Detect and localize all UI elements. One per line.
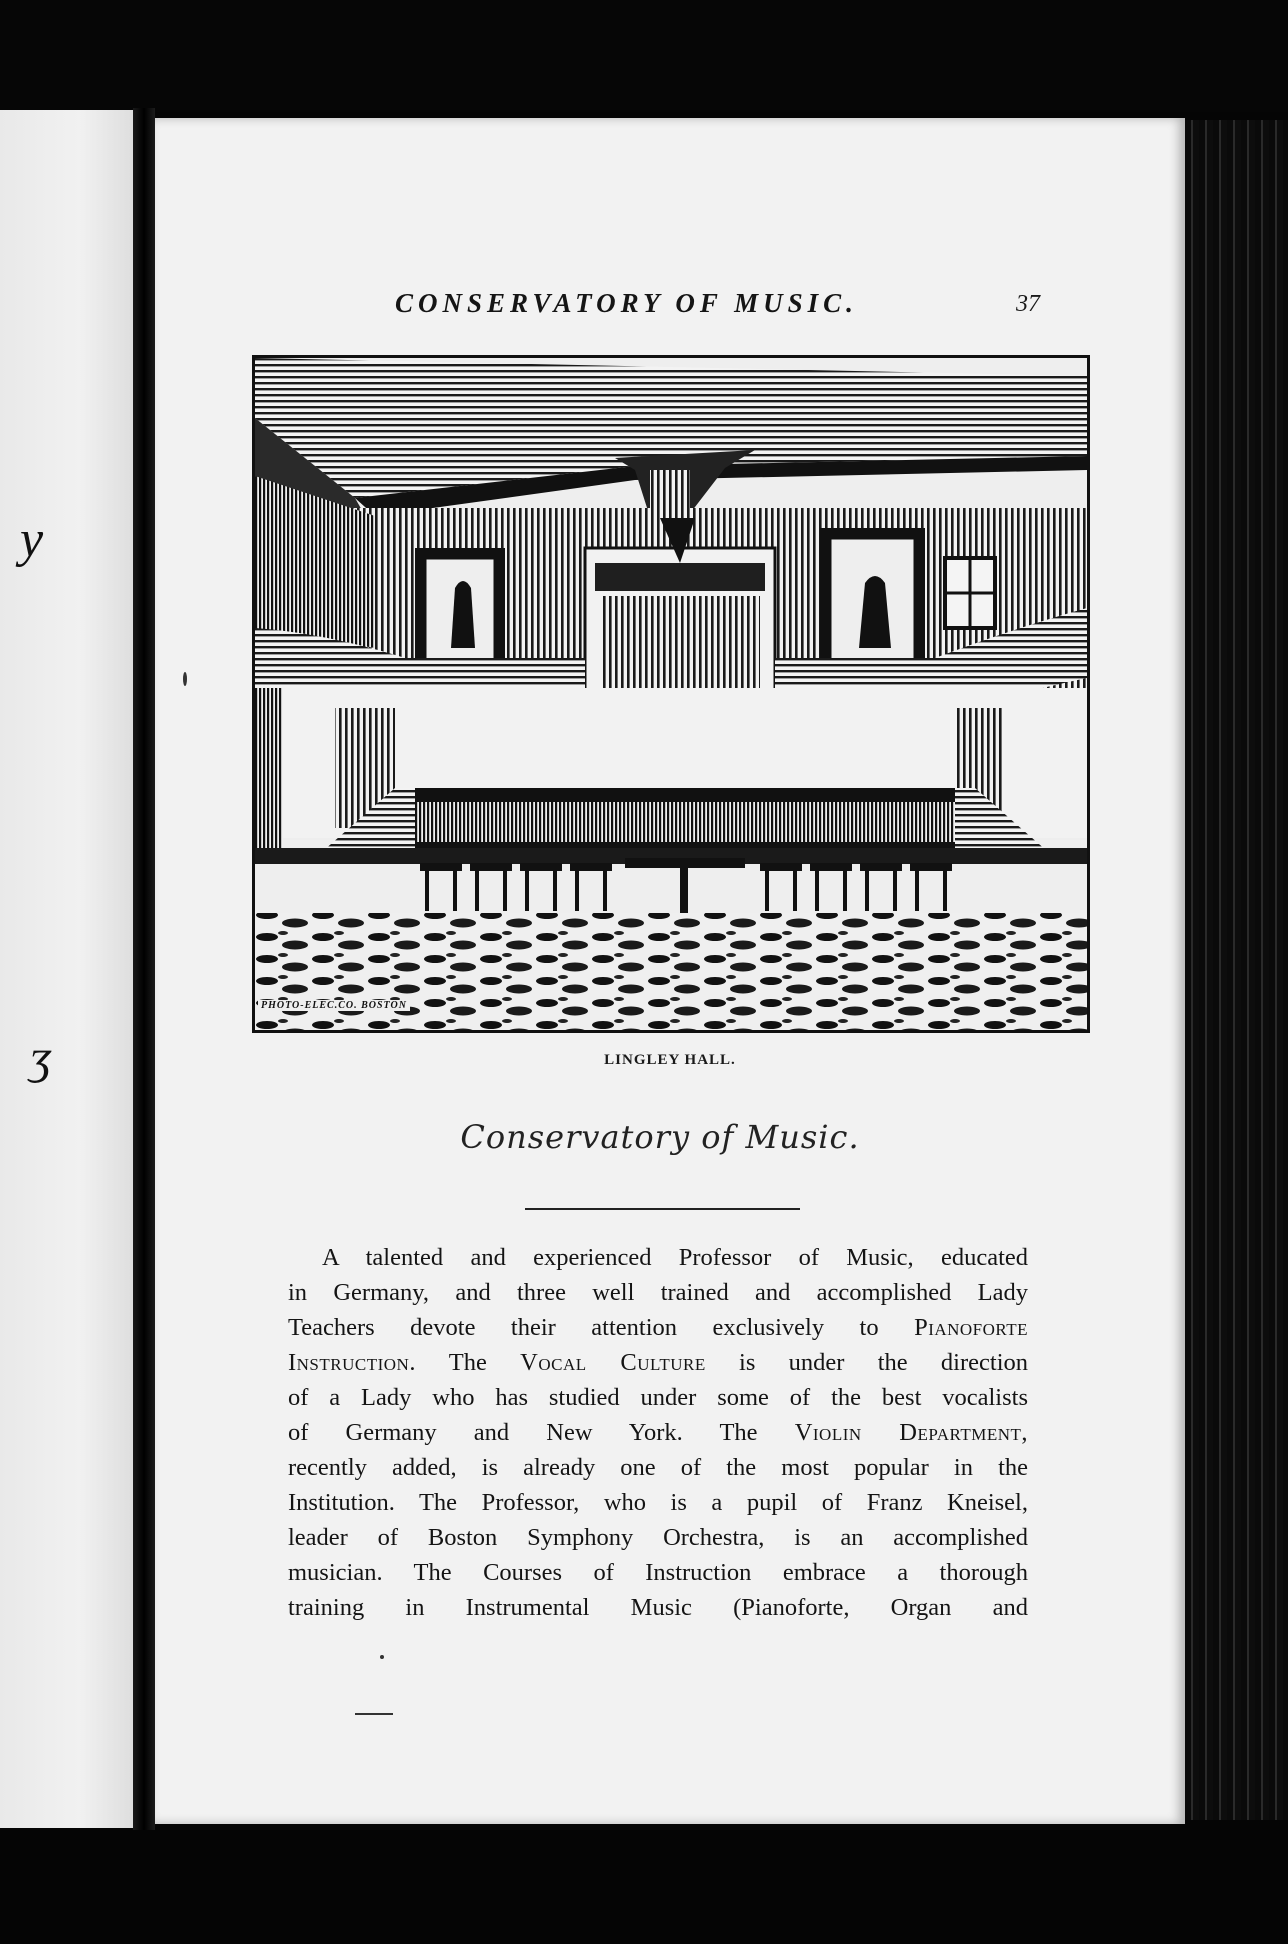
ink-speck (380, 1655, 384, 1659)
lingley-hall-engraving (252, 355, 1090, 1033)
page-number: 37 (1016, 291, 1040, 317)
body-line (288, 1240, 1028, 1275)
body-text-run: Violin Department, (794, 1419, 1028, 1446)
body-line (288, 1415, 1028, 1450)
body-line (288, 1310, 1028, 1345)
page-gutter (133, 108, 155, 1830)
body-line (288, 1485, 1028, 1520)
body-text-run: A talented and experienced Professor of Music, educated (322, 1244, 1028, 1271)
body-line (288, 1275, 1028, 1310)
body-paragraph (288, 1240, 1028, 1625)
body-text-run: The (415, 1349, 521, 1376)
body-line (288, 1520, 1028, 1555)
body-line (288, 1555, 1028, 1590)
body-text-run: Teachers devote their attention exclusively to (288, 1314, 915, 1341)
engraving-illustration (255, 358, 1087, 1030)
body-text-run: musician. The Courses of Instruction embrace a thorough (288, 1559, 1028, 1586)
page-stack-edge (1185, 120, 1288, 1820)
body-text-run: training in Instrumental Music (Pianoforte, Organ and (288, 1594, 1028, 1621)
body-text-run: of a Lady who has studied under some of the best vocalists (288, 1384, 1028, 1411)
left-page-mark: y (20, 511, 44, 568)
body-line (288, 1450, 1028, 1485)
body-text-run: of Germany and New York. The (288, 1419, 795, 1446)
heading-rule (525, 1208, 800, 1210)
body-text-run: Institution. The Professor, who is a pupil of Franz Kneisel, (288, 1489, 1028, 1516)
body-line (288, 1380, 1028, 1415)
body-text-run: Vocal Culture (520, 1349, 706, 1376)
body-text-run: in Germany, and three well trained and accomplished Lady (288, 1279, 1028, 1306)
body-line (288, 1345, 1028, 1380)
section-heading: Conservatory of Music. (460, 1118, 860, 1156)
left-page-mark: ʒ (30, 1031, 52, 1084)
ink-speck (355, 1713, 393, 1715)
body-text-run: is under the direction (705, 1349, 1028, 1376)
running-head: CONSERVATORY OF MUSIC. (395, 288, 858, 318)
body-text-run: recently added, is already one of the most popular in the (288, 1454, 1028, 1481)
ink-speck (183, 672, 187, 686)
body-text-run: Instruction. (288, 1349, 416, 1376)
body-line (288, 1590, 1028, 1625)
figure-caption: LINGLEY HALL. (604, 1052, 736, 1068)
body-text-run: leader of Boston Symphony Orchestra, is an accomplished (288, 1524, 1028, 1551)
engraving-credit: PHOTO-ELEC.CO. BOSTON (258, 1000, 410, 1011)
body-text-run: Pianoforte (914, 1314, 1028, 1341)
left-facing-page (0, 110, 133, 1828)
scan-top-border (0, 0, 1288, 112)
